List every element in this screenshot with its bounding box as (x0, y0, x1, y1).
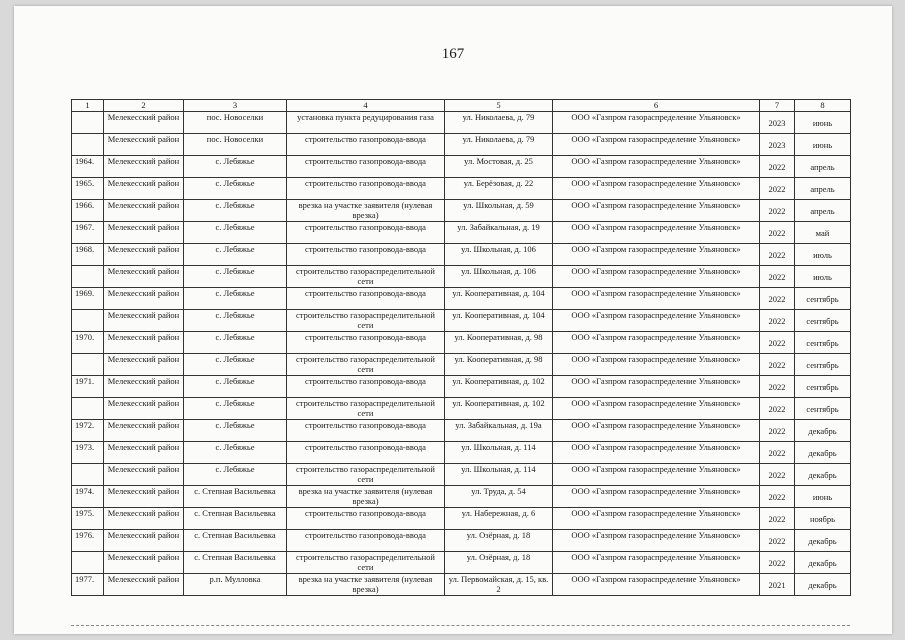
organization-cell: ООО «Газпром газораспределение Ульяновск» (553, 134, 760, 156)
work-type-cell: строительство газопровода-ввода (287, 530, 445, 552)
year-cell: 2022 (760, 354, 795, 376)
year-cell: 2023 (760, 112, 795, 134)
year-cell: 2022 (760, 486, 795, 508)
work-type-cell: строительство газопровода-ввода (287, 222, 445, 244)
settlement-cell: с. Лебяжье (184, 222, 287, 244)
organization-cell: ООО «Газпром газораспределение Ульяновск» (553, 398, 760, 420)
district-cell: Мелекесский район (104, 508, 184, 530)
settlement-cell: с. Лебяжье (184, 464, 287, 486)
organization-cell: ООО «Газпром газораспределение Ульяновск» (553, 288, 760, 310)
row-number-cell: 1975. (72, 508, 104, 530)
settlement-cell: с. Степная Васильевка (184, 508, 287, 530)
month-cell: апрель (795, 156, 851, 178)
cut-off-row-edge (71, 625, 850, 626)
table-row (72, 508, 851, 530)
settlement-cell: с. Лебяжье (184, 244, 287, 266)
table-row (72, 310, 851, 332)
work-type-cell: строительство газопровода-ввода (287, 376, 445, 398)
month-cell: декабрь (795, 574, 851, 596)
year-cell: 2022 (760, 420, 795, 442)
month-cell: ноябрь (795, 508, 851, 530)
district-cell: Мелекесский район (104, 530, 184, 552)
row-number-cell: 1967. (72, 222, 104, 244)
district-cell: Мелекесский район (104, 178, 184, 200)
settlement-cell: с. Степная Васильевка (184, 486, 287, 508)
address-cell: ул. Школьная, д. 59 (445, 200, 553, 222)
work-type-cell: строительство газораспределительной сети (287, 398, 445, 420)
work-type-cell: строительство газопровода-ввода (287, 332, 445, 354)
year-cell: 2022 (760, 332, 795, 354)
table-row (72, 178, 851, 200)
row-number-cell (72, 112, 104, 134)
district-cell: Мелекесский район (104, 552, 184, 574)
table-row (72, 156, 851, 178)
settlement-cell: с. Лебяжье (184, 442, 287, 464)
month-cell: июнь (795, 134, 851, 156)
table-body (72, 112, 851, 596)
row-number-cell (72, 398, 104, 420)
year-cell: 2022 (760, 508, 795, 530)
row-number-cell (72, 552, 104, 574)
district-cell: Мелекесский район (104, 200, 184, 222)
settlement-cell: пос. Новоселки (184, 134, 287, 156)
district-cell: Мелекесский район (104, 222, 184, 244)
work-type-cell: строительство газопровода-ввода (287, 244, 445, 266)
row-number-cell (72, 464, 104, 486)
district-cell: Мелекесский район (104, 112, 184, 134)
work-type-cell: строительство газопровода-ввода (287, 288, 445, 310)
table-row (72, 200, 851, 222)
month-cell: декабрь (795, 420, 851, 442)
address-cell: ул. Берёзовая, д. 22 (445, 178, 553, 200)
district-cell: Мелекесский район (104, 420, 184, 442)
settlement-cell: пос. Новоселки (184, 112, 287, 134)
district-cell: Мелекесский район (104, 354, 184, 376)
district-cell: Мелекесский район (104, 332, 184, 354)
settlement-cell: с. Степная Васильевка (184, 530, 287, 552)
works-table (71, 99, 851, 596)
organization-cell: ООО «Газпром газораспределение Ульяновск» (553, 222, 760, 244)
organization-cell: ООО «Газпром газораспределение Ульяновск» (553, 354, 760, 376)
table-row (72, 420, 851, 442)
settlement-cell: с. Лебяжье (184, 156, 287, 178)
work-type-cell: врезка на участке заявителя (нулевая врезка) (287, 574, 445, 596)
address-cell: ул. Школьная, д. 114 (445, 464, 553, 486)
district-cell: Мелекесский район (104, 310, 184, 332)
settlement-cell: с. Лебяжье (184, 420, 287, 442)
column-header: 5 (445, 100, 553, 112)
work-type-cell: строительство газораспределительной сети (287, 310, 445, 332)
row-number-cell (72, 310, 104, 332)
organization-cell: ООО «Газпром газораспределение Ульяновск» (553, 112, 760, 134)
table-row (72, 530, 851, 552)
row-number-cell: 1976. (72, 530, 104, 552)
table-row (72, 134, 851, 156)
work-type-cell: строительство газопровода-ввода (287, 134, 445, 156)
table-row (72, 574, 851, 596)
page-number: 167 (441, 46, 465, 62)
table-row (72, 288, 851, 310)
row-number-cell: 1964. (72, 156, 104, 178)
row-number-cell: 1974. (72, 486, 104, 508)
address-cell: ул. Николаева, д. 79 (445, 134, 553, 156)
year-cell: 2021 (760, 574, 795, 596)
address-cell: ул. Школьная, д. 106 (445, 266, 553, 288)
document-page (14, 6, 892, 634)
address-cell: ул. Кооперативная, д. 102 (445, 398, 553, 420)
column-header: 4 (287, 100, 445, 112)
organization-cell: ООО «Газпром газораспределение Ульяновск» (553, 508, 760, 530)
table-row (72, 222, 851, 244)
table-row (72, 354, 851, 376)
settlement-cell: с. Лебяжье (184, 398, 287, 420)
settlement-cell: с. Лебяжье (184, 310, 287, 332)
organization-cell: ООО «Газпром газораспределение Ульяновск» (553, 552, 760, 574)
column-header: 2 (104, 100, 184, 112)
year-cell: 2022 (760, 552, 795, 574)
address-cell: ул. Первомайская, д. 15, кв. 2 (445, 574, 553, 596)
work-type-cell: строительство газораспределительной сети (287, 354, 445, 376)
row-number-cell: 1966. (72, 200, 104, 222)
table-row (72, 332, 851, 354)
table-row (72, 486, 851, 508)
year-cell: 2022 (760, 310, 795, 332)
settlement-cell: с. Лебяжье (184, 332, 287, 354)
month-cell: сентябрь (795, 398, 851, 420)
column-number-row (72, 100, 851, 112)
settlement-cell: с. Лебяжье (184, 200, 287, 222)
month-cell: сентябрь (795, 288, 851, 310)
district-cell: Мелекесский район (104, 398, 184, 420)
year-cell: 2022 (760, 398, 795, 420)
year-cell: 2023 (760, 134, 795, 156)
organization-cell: ООО «Газпром газораспределение Ульяновск» (553, 530, 760, 552)
district-cell: Мелекесский район (104, 134, 184, 156)
year-cell: 2022 (760, 376, 795, 398)
organization-cell: ООО «Газпром газораспределение Ульяновск» (553, 464, 760, 486)
work-type-cell: строительство газораспределительной сети (287, 266, 445, 288)
table-row (72, 442, 851, 464)
district-cell: Мелекесский район (104, 486, 184, 508)
table-row (72, 552, 851, 574)
table-row (72, 398, 851, 420)
month-cell: сентябрь (795, 376, 851, 398)
district-cell: Мелекесский район (104, 574, 184, 596)
work-type-cell: установка пункта редуцирования газа (287, 112, 445, 134)
month-cell: апрель (795, 178, 851, 200)
year-cell: 2022 (760, 178, 795, 200)
year-cell: 2022 (760, 288, 795, 310)
work-type-cell: строительство газораспределительной сети (287, 552, 445, 574)
district-cell: Мелекесский район (104, 442, 184, 464)
column-header: 8 (795, 100, 851, 112)
month-cell: июнь (795, 112, 851, 134)
table-row (72, 112, 851, 134)
row-number-cell: 1968. (72, 244, 104, 266)
month-cell: сентябрь (795, 310, 851, 332)
work-type-cell: строительство газопровода-ввода (287, 420, 445, 442)
organization-cell: ООО «Газпром газораспределение Ульяновск» (553, 420, 760, 442)
year-cell: 2022 (760, 156, 795, 178)
year-cell: 2022 (760, 222, 795, 244)
settlement-cell: с. Лебяжье (184, 288, 287, 310)
address-cell: ул. Забайкальная, д. 19а (445, 420, 553, 442)
settlement-cell: с. Лебяжье (184, 376, 287, 398)
address-cell: ул. Кооперативная, д. 102 (445, 376, 553, 398)
row-number-cell (72, 134, 104, 156)
organization-cell: ООО «Газпром газораспределение Ульяновск» (553, 266, 760, 288)
district-cell: Мелекесский район (104, 464, 184, 486)
organization-cell: ООО «Газпром газораспределение Ульяновск» (553, 574, 760, 596)
row-number-cell (72, 354, 104, 376)
month-cell: июль (795, 244, 851, 266)
table-row (72, 266, 851, 288)
organization-cell: ООО «Газпром газораспределение Ульяновск» (553, 244, 760, 266)
address-cell: ул. Труда, д. 54 (445, 486, 553, 508)
address-cell: ул. Кооперативная, д. 98 (445, 332, 553, 354)
column-header: 6 (553, 100, 760, 112)
address-cell: ул. Озёрная, д. 18 (445, 530, 553, 552)
row-number-cell: 1972. (72, 420, 104, 442)
row-number-cell: 1965. (72, 178, 104, 200)
work-type-cell: врезка на участке заявителя (нулевая врезка) (287, 200, 445, 222)
address-cell: ул. Мостовая, д. 25 (445, 156, 553, 178)
address-cell: ул. Школьная, д. 114 (445, 442, 553, 464)
address-cell: ул. Озёрная, д. 18 (445, 552, 553, 574)
row-number-cell: 1970. (72, 332, 104, 354)
row-number-cell: 1977. (72, 574, 104, 596)
month-cell: декабрь (795, 530, 851, 552)
month-cell: сентябрь (795, 332, 851, 354)
column-header: 1 (72, 100, 104, 112)
address-cell: ул. Кооперативная, д. 104 (445, 310, 553, 332)
organization-cell: ООО «Газпром газораспределение Ульяновск» (553, 200, 760, 222)
month-cell: апрель (795, 200, 851, 222)
work-type-cell: врезка на участке заявителя (нулевая врезка) (287, 486, 445, 508)
table-row (72, 464, 851, 486)
organization-cell: ООО «Газпром газораспределение Ульяновск» (553, 442, 760, 464)
row-number-cell: 1969. (72, 288, 104, 310)
address-cell: ул. Забайкальная, д. 19 (445, 222, 553, 244)
district-cell: Мелекесский район (104, 376, 184, 398)
organization-cell: ООО «Газпром газораспределение Ульяновск» (553, 332, 760, 354)
year-cell: 2022 (760, 244, 795, 266)
month-cell: май (795, 222, 851, 244)
month-cell: декабрь (795, 442, 851, 464)
district-cell: Мелекесский район (104, 244, 184, 266)
year-cell: 2022 (760, 464, 795, 486)
address-cell: ул. Николаева, д. 79 (445, 112, 553, 134)
district-cell: Мелекесский район (104, 266, 184, 288)
work-type-cell: строительство газопровода-ввода (287, 508, 445, 530)
year-cell: 2022 (760, 442, 795, 464)
work-type-cell: строительство газопровода-ввода (287, 442, 445, 464)
month-cell: сентябрь (795, 354, 851, 376)
year-cell: 2022 (760, 200, 795, 222)
settlement-cell: с. Лебяжье (184, 266, 287, 288)
work-type-cell: строительство газораспределительной сети (287, 464, 445, 486)
district-cell: Мелекесский район (104, 288, 184, 310)
work-type-cell: строительство газопровода-ввода (287, 178, 445, 200)
district-cell: Мелекесский район (104, 156, 184, 178)
table-row (72, 244, 851, 266)
work-type-cell: строительство газопровода-ввода (287, 156, 445, 178)
month-cell: июль (795, 266, 851, 288)
settlement-cell: с. Степная Васильевка (184, 552, 287, 574)
settlement-cell: с. Лебяжье (184, 178, 287, 200)
organization-cell: ООО «Газпром газораспределение Ульяновск» (553, 376, 760, 398)
month-cell: декабрь (795, 464, 851, 486)
table-row (72, 376, 851, 398)
row-number-cell (72, 266, 104, 288)
organization-cell: ООО «Газпром газораспределение Ульяновск» (553, 486, 760, 508)
settlement-cell: с. Лебяжье (184, 354, 287, 376)
address-cell: ул. Кооперативная, д. 98 (445, 354, 553, 376)
column-header: 3 (184, 100, 287, 112)
row-number-cell: 1971. (72, 376, 104, 398)
month-cell: июнь (795, 486, 851, 508)
row-number-cell: 1973. (72, 442, 104, 464)
organization-cell: ООО «Газпром газораспределение Ульяновск» (553, 178, 760, 200)
organization-cell: ООО «Газпром газораспределение Ульяновск» (553, 156, 760, 178)
settlement-cell: р.п. Мулловка (184, 574, 287, 596)
address-cell: ул. Набережная, д. 6 (445, 508, 553, 530)
year-cell: 2022 (760, 266, 795, 288)
address-cell: ул. Кооперативная, д. 104 (445, 288, 553, 310)
organization-cell: ООО «Газпром газораспределение Ульяновск» (553, 310, 760, 332)
address-cell: ул. Школьная, д. 106 (445, 244, 553, 266)
column-header: 7 (760, 100, 795, 112)
year-cell: 2022 (760, 530, 795, 552)
month-cell: декабрь (795, 552, 851, 574)
